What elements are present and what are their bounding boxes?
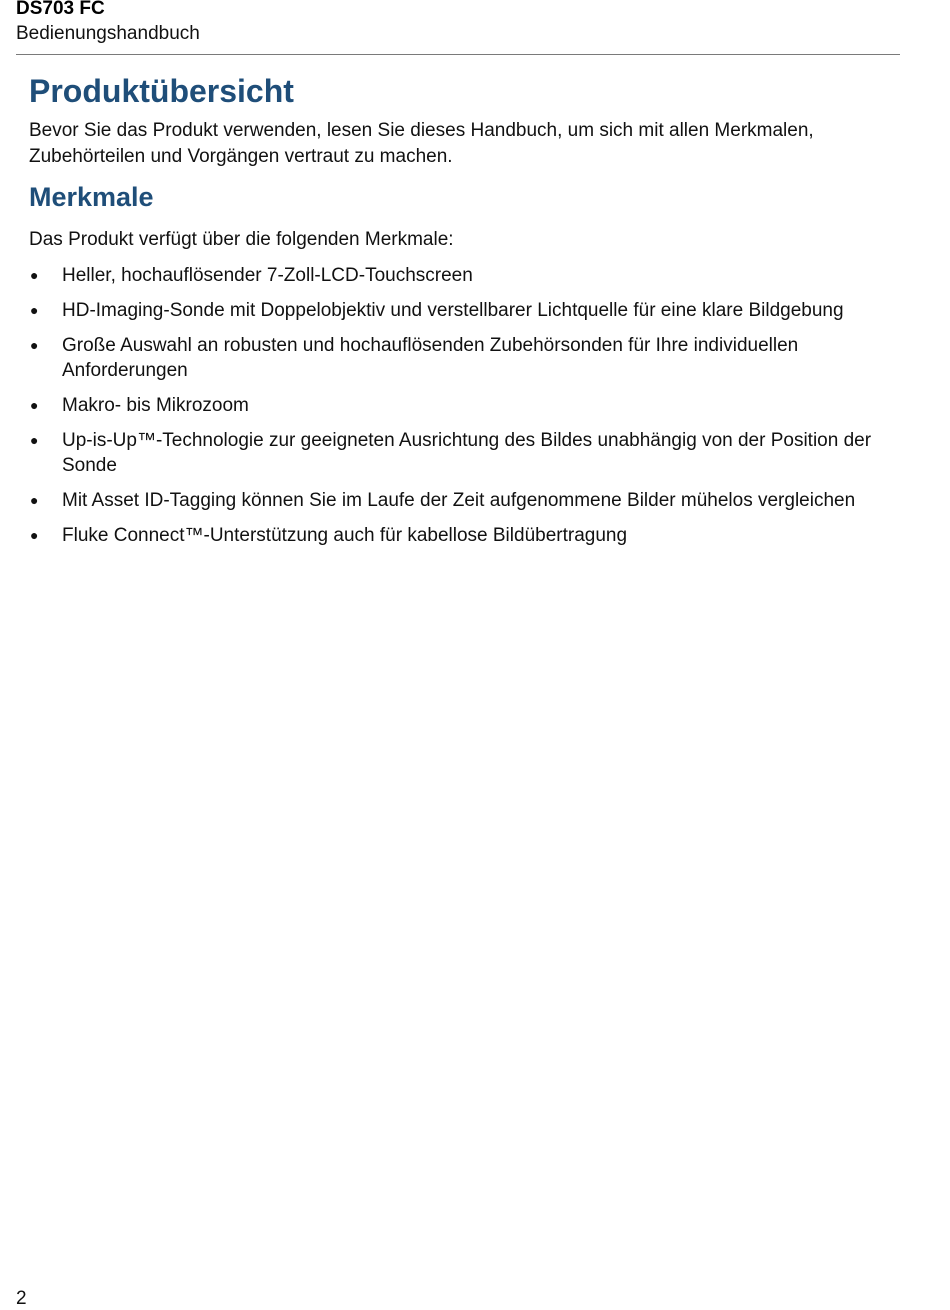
document-type: Bedienungshandbuch bbox=[16, 23, 200, 44]
bullet-icon: ● bbox=[30, 527, 39, 543]
list-item-text: Fluke Connect™-Unterstützung auch für kabellose Bildübertragung bbox=[62, 525, 628, 546]
features-heading: Merkmale bbox=[29, 182, 154, 212]
list-item-text: Mit Asset ID-Tagging können Sie im Laufe der Zeit aufgenommene Bilder mühelos vergleichen bbox=[62, 490, 856, 511]
list-item bbox=[29, 298, 889, 323]
page-header bbox=[16, 0, 900, 55]
list-item-text: Große Auswahl an robusten und hochauflösenden Zubehörsonden für Ihre individuellen Anforderungen bbox=[62, 335, 799, 381]
bullet-icon: ● bbox=[30, 397, 39, 413]
bullet-icon: ● bbox=[30, 432, 39, 448]
list-item bbox=[29, 523, 889, 548]
list-item-text: Heller, hochauflösender 7-Zoll-LCD-Touchscreen bbox=[62, 265, 473, 286]
document-model: DS703 FC bbox=[16, 0, 105, 19]
list-item-text: Makro- bis Mikrozoom bbox=[62, 395, 249, 416]
page-number: 2 bbox=[16, 1288, 27, 1309]
features-lead: Das Produkt verfügt über die folgenden Merkmale: bbox=[29, 229, 454, 250]
list-item-text: Up-is-Up™-Technologie zur geeigneten Ausrichtung des Bildes unabhängig von der Position der Sonde bbox=[62, 430, 872, 476]
list-item bbox=[29, 263, 889, 288]
intro-paragraph: Bevor Sie das Produkt verwenden, lesen Sie dieses Handbuch, um sich mit allen Merkmalen, Zubehörteilen und Vorgängen vertraut zu machen. bbox=[29, 120, 814, 167]
list-item bbox=[29, 333, 889, 383]
list-item-text: HD-Imaging-Sonde mit Doppelobjektiv und verstellbarer Lichtquelle für eine klare Bildgebung bbox=[62, 300, 844, 321]
list-item bbox=[29, 428, 889, 478]
bullet-icon: ● bbox=[30, 302, 39, 318]
section-title: Produktübersicht bbox=[29, 73, 294, 109]
features-list bbox=[29, 263, 889, 548]
list-item bbox=[29, 393, 889, 418]
bullet-icon: ● bbox=[30, 337, 39, 353]
bullet-icon: ● bbox=[30, 267, 39, 283]
list-item bbox=[29, 488, 889, 513]
main-content bbox=[29, 70, 889, 558]
bullet-icon: ● bbox=[30, 492, 39, 508]
